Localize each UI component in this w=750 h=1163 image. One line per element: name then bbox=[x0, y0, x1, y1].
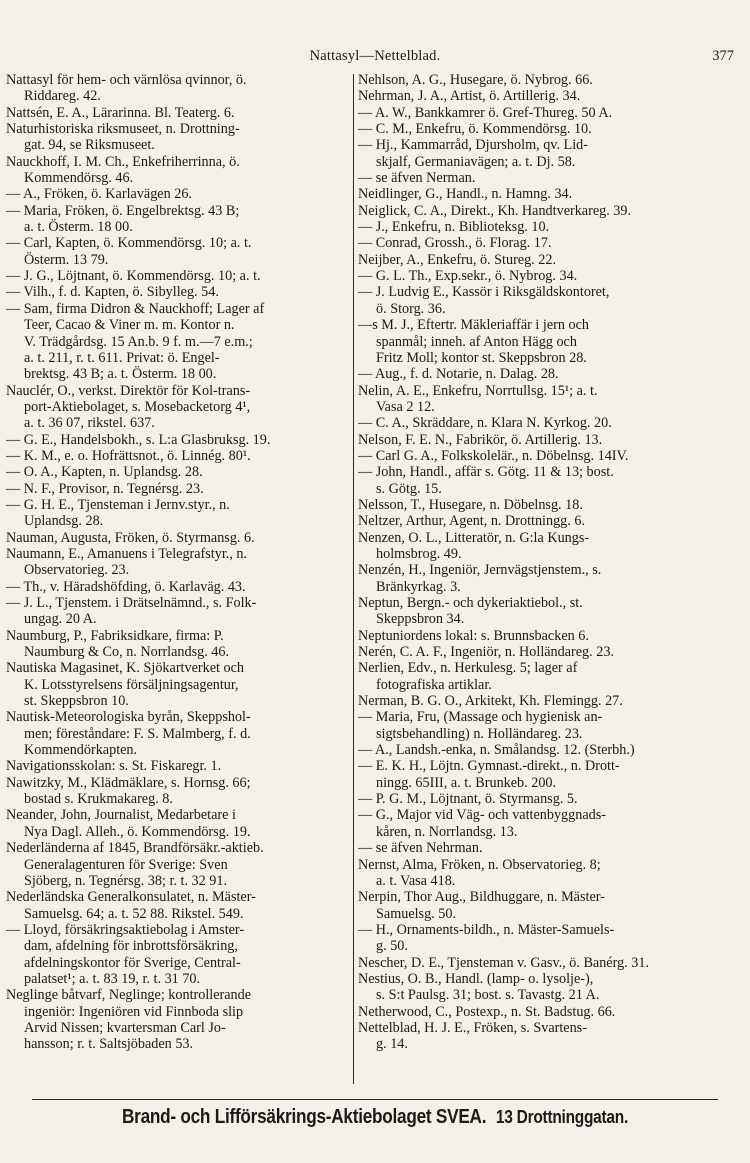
directory-entry bbox=[358, 530, 744, 563]
directory-entry bbox=[358, 415, 744, 431]
directory-entry bbox=[358, 284, 744, 317]
entry-line: — G. L. Th., Exp.sekr., ö. Nybrog. 34. bbox=[358, 268, 578, 285]
entry-line: — A. W., Bankkamrer ö. Gref-Thureg. 50 A. bbox=[358, 104, 613, 121]
right-column bbox=[358, 72, 744, 1053]
entry-line: Nenzen, O. L., Litteratör, n. G:la Kungs- bbox=[358, 529, 590, 546]
entry-line: Navigationsskolan: s. St. Fiskaregr. 1. bbox=[6, 758, 222, 775]
directory-entry bbox=[358, 709, 744, 742]
directory-entry bbox=[6, 235, 356, 268]
directory-entry bbox=[6, 186, 356, 202]
entry-line: Nestius, O. B., Handl. (lamp- o. lysolje-), bbox=[358, 970, 594, 987]
directory-entry bbox=[358, 203, 744, 219]
entry-continuation-line: Uplandsg. 28. bbox=[24, 513, 104, 530]
directory-entry bbox=[358, 595, 744, 628]
entry-line: Naturhistoriska riksmuseet, n. Drottning- bbox=[6, 121, 240, 138]
directory-entry bbox=[6, 530, 356, 546]
directory-entry bbox=[6, 546, 356, 579]
entry-line: — O. A., Kapten, n. Uplandsg. 28. bbox=[6, 464, 203, 481]
entry-continuation-line: st. Skeppsbron 10. bbox=[24, 693, 129, 710]
entry-line: — G. H. E., Tjensteman i Jernv.styr., n. bbox=[6, 496, 230, 513]
entry-line: — H., Ornaments-bildh., n. Mäster-Samuels- bbox=[358, 921, 615, 938]
directory-entry bbox=[6, 301, 356, 383]
entry-continuation-line: Naumburg & Co, n. Norrlandsg. 46. bbox=[24, 644, 230, 661]
entry-continuation-line: palatset¹; a. t. 83 19, r. t. 31 70. bbox=[24, 970, 201, 987]
entry-continuation-line: Skeppsbron 34. bbox=[376, 611, 465, 628]
directory-entry bbox=[358, 186, 744, 202]
directory-entry bbox=[6, 709, 356, 758]
entry-line: — Conrad, Grossh., ö. Florag. 17. bbox=[358, 235, 552, 252]
entry-line: — K. M., e. o. Hofrättsnot., ö. Linnég. 80¹. bbox=[6, 447, 251, 464]
entry-line: — Hj., Kammarråd, Djursholm, qv. Lid- bbox=[358, 137, 588, 154]
entry-continuation-line: Österm. 13 79. bbox=[24, 251, 109, 268]
entry-line: Neidlinger, G., Handl., n. Hamng. 34. bbox=[358, 186, 573, 203]
entry-continuation-line: fotografiska artiklar. bbox=[376, 676, 492, 693]
directory-entry bbox=[6, 628, 356, 661]
entry-line: Nattsén, E. A., Lärarinna. Bl. Teaterg. 6. bbox=[6, 104, 235, 121]
directory-entry bbox=[6, 595, 356, 628]
entry-continuation-line: Sjöberg, n. Tegnérsg. 38; r. t. 32 91. bbox=[24, 872, 228, 889]
entry-continuation-line: bostad s. Krukmakareg. 8. bbox=[24, 791, 173, 808]
entry-continuation-line: spanmål; inneh. af Anton Hägg och bbox=[376, 333, 577, 350]
entry-continuation-line: gat. 94, se Riksmuseet. bbox=[24, 137, 155, 154]
directory-entry bbox=[358, 464, 744, 497]
entry-line: — G. E., Handelsbokh., s. L:a Glasbruksg. 19. bbox=[6, 431, 271, 448]
entry-line: — A., Fröken, ö. Karlavägen 26. bbox=[6, 186, 192, 203]
entry-line: Nauclér, O., verkst. Direktör för Kol-trans- bbox=[6, 382, 251, 399]
directory-entry bbox=[6, 284, 356, 300]
entry-continuation-line: afdelningskontor för Sverige, Central- bbox=[24, 954, 241, 971]
entry-line: — J. Ludvig E., Kassör i Riksgäldskontoret, bbox=[358, 284, 610, 301]
entry-line: Nautisk-Meteorologiska byrån, Skeppshol- bbox=[6, 709, 251, 726]
entry-line: Nenzén, H., Ingeniör, Jernvägstjenstem., s. bbox=[358, 562, 602, 579]
entry-line: — C. A., Skräddare, n. Klara N. Kyrkog. 20. bbox=[358, 415, 612, 432]
entry-line: Nerlien, Edv., n. Herkulesg. 5; lager af bbox=[358, 660, 578, 677]
entry-line: Neltzer, Arthur, Agent, n. Drottningg. 6. bbox=[358, 513, 586, 530]
directory-entry bbox=[358, 219, 744, 235]
directory-columns bbox=[0, 72, 750, 1112]
directory-entry bbox=[358, 693, 744, 709]
directory-entry bbox=[358, 644, 744, 660]
entry-line: — John, Handl., affär s. Götg. 11 & 13; bost. bbox=[358, 464, 614, 481]
directory-entry bbox=[6, 121, 356, 154]
entry-continuation-line: s. S:t Paulsg. 31; bost. s. Tavastg. 21 A. bbox=[376, 987, 600, 1004]
entry-line: — Carl G. A., Folkskolelär., n. Döbelnsg. 14IV. bbox=[358, 447, 629, 464]
entry-line: Naumburg, P., Fabriksidkare, firma: P. bbox=[6, 627, 224, 644]
directory-entry bbox=[358, 72, 744, 88]
directory-entry bbox=[358, 448, 744, 464]
directory-entry bbox=[6, 464, 356, 480]
directory-entry bbox=[6, 268, 356, 284]
entry-continuation-line: port-Aktiebolaget, s. Mosebacketorg 4¹, bbox=[24, 398, 251, 415]
entry-continuation-line: dam, afdelning för inbrottsförsäkring, bbox=[24, 938, 238, 955]
directory-entry bbox=[358, 955, 744, 971]
directory-entry bbox=[358, 383, 744, 416]
directory-entry bbox=[6, 775, 356, 808]
entry-line: Neptun, Bergn.- och dykeriaktiebol., st. bbox=[358, 595, 583, 611]
directory-entry bbox=[6, 432, 356, 448]
entry-line: — N. F., Provisor, n. Tegnérsg. 23. bbox=[6, 480, 204, 497]
directory-entry bbox=[358, 235, 744, 251]
entry-line: — Th., v. Häradshöfding, ö. Karlaväg. 43. bbox=[6, 578, 246, 595]
directory-entry bbox=[6, 72, 356, 105]
entry-line: Nauman, Augusta, Fröken, ö. Styrmansg. 6. bbox=[6, 529, 255, 546]
directory-entry bbox=[358, 742, 744, 758]
page-number: 377 bbox=[712, 48, 734, 64]
entry-line: Nederländska Generalkonsulatet, n. Mäster- bbox=[6, 889, 256, 906]
entry-line: — Maria, Fröken, ö. Engelbrektsg. 43 B; bbox=[6, 202, 240, 219]
entry-continuation-line: Observatorieg. 23. bbox=[24, 562, 130, 579]
entry-line: — J. G., Löjtnant, ö. Kommendörsg. 10; a. t. bbox=[6, 268, 261, 285]
directory-entry bbox=[6, 579, 356, 595]
entry-line: — Vilh., f. d. Kapten, ö. Sibylleg. 54. bbox=[6, 284, 219, 301]
directory-entry bbox=[358, 628, 744, 644]
directory-entry bbox=[358, 88, 744, 104]
directory-entry bbox=[6, 105, 356, 121]
directory-entry bbox=[6, 154, 356, 187]
directory-entry bbox=[6, 660, 356, 709]
directory-entry bbox=[358, 170, 744, 186]
entry-continuation-line: a. t. Vasa 418. bbox=[376, 872, 456, 889]
directory-entry bbox=[6, 922, 356, 987]
directory-entry bbox=[358, 513, 744, 529]
directory-entry bbox=[358, 432, 744, 448]
entry-line: Neiglick, C. A., Direkt., Kh. Handtverkareg. 39. bbox=[358, 202, 632, 219]
directory-entry bbox=[358, 1020, 744, 1053]
entry-line: Nawitzky, M., Klädmäklare, s. Hornsg. 66; bbox=[6, 774, 251, 791]
entry-continuation-line: Vasa 2 12. bbox=[376, 398, 435, 415]
directory-entry bbox=[358, 791, 744, 807]
entry-continuation-line: Nya Dagl. Alleh., ö. Kommendörsg. 19. bbox=[24, 823, 251, 840]
directory-entry bbox=[358, 840, 744, 856]
directory-entry bbox=[358, 268, 744, 284]
directory-entry bbox=[358, 121, 744, 137]
entry-line: — se äfven Nerman. bbox=[358, 170, 476, 187]
entry-line: Nescher, D. E., Tjensteman v. Gasv., ö. Banérg. 31. bbox=[358, 954, 649, 971]
entry-line: — Maria, Fru, (Massage och hygienisk an- bbox=[358, 709, 603, 726]
entry-continuation-line: Kommendörkapten. bbox=[24, 742, 138, 759]
entry-line: — C. M., Enkefru, ö. Kommendörsg. 10. bbox=[358, 121, 592, 138]
entry-line: Nernst, Alma, Fröken, n. Observatorieg. 8; bbox=[358, 856, 601, 873]
entry-line: Nehrman, J. A., Artist, ö. Artillerig. 34. bbox=[358, 88, 581, 105]
directory-entry bbox=[358, 366, 744, 382]
entry-continuation-line: hansson; r. t. Saltsjöbaden 53. bbox=[24, 1036, 194, 1053]
directory-entry bbox=[358, 660, 744, 693]
entry-line: — J. L., Tjenstem. i Drätselnämnd., s. Folk- bbox=[6, 595, 257, 611]
advertisement-footer bbox=[53, 1106, 698, 1129]
entry-line: Nattasyl för hem- och värnlösa qvinnor, ö. bbox=[6, 72, 247, 88]
entry-line: Neglinge båtvarf, Neglinge; kontrollerande bbox=[6, 987, 252, 1004]
directory-entry bbox=[358, 317, 744, 366]
directory-entry bbox=[358, 889, 744, 922]
entry-continuation-line: Riddareg. 42. bbox=[24, 88, 101, 105]
entry-continuation-line: g. 14. bbox=[376, 1036, 408, 1053]
entry-line: — Lloyd, försäkringsaktiebolag i Amster- bbox=[6, 921, 245, 938]
entry-continuation-line: Generalagenturen för Sverige: Sven bbox=[24, 856, 228, 873]
directory-entry bbox=[6, 481, 356, 497]
entry-continuation-line: a. t. Österm. 18 00. bbox=[24, 219, 133, 236]
entry-continuation-line: K. Lotsstyrelsens försäljningsagentur, bbox=[24, 676, 239, 693]
entry-line: — Carl, Kapten, ö. Kommendörsg. 10; a. t. bbox=[6, 235, 252, 252]
directory-entry bbox=[6, 448, 356, 464]
directory-entry bbox=[6, 840, 356, 889]
entry-continuation-line: Bränkyrkag. 3. bbox=[376, 578, 461, 595]
entry-continuation-line: V. Trädgårdsg. 15 An.b. 9 f. m.—7 e.m.; bbox=[24, 333, 253, 350]
directory-entry bbox=[358, 562, 744, 595]
entry-continuation-line: Samuelsg. 50. bbox=[376, 905, 456, 922]
running-title: Nattasyl—Nettelblad. bbox=[309, 48, 441, 64]
entry-line: — G., Major vid Väg- och vattenbyggnads- bbox=[358, 807, 606, 824]
directory-entry bbox=[6, 758, 356, 774]
advertisement-address: 13 Drottninggatan. bbox=[495, 1107, 629, 1127]
directory-entry bbox=[6, 497, 356, 530]
entry-continuation-line: sigtsbehandling) n. Holländareg. 23. bbox=[376, 725, 583, 742]
directory-entry bbox=[358, 922, 744, 955]
entry-continuation-line: men; föreståndare: F. S. Malmberg, f. d. bbox=[24, 725, 251, 742]
entry-line: Nelsson, T., Husegare, n. Döbelnsg. 18. bbox=[358, 496, 583, 513]
directory-entry bbox=[358, 857, 744, 890]
entry-line: Nauckhoff, I. M. Ch., Enkefriherrinna, ö. bbox=[6, 153, 240, 170]
entry-line: Nederländerna af 1845, Brandförsäkr.-aktieb. bbox=[6, 840, 264, 857]
entry-continuation-line: Teer, Cacao & Viner m. m. Kontor n. bbox=[24, 317, 235, 334]
page-header bbox=[0, 48, 750, 70]
entry-line: Nelson, F. E. N., Fabrikör, ö. Artillerig. 13. bbox=[358, 431, 603, 448]
entry-continuation-line: Arvid Nissen; kvartersman Carl Jo- bbox=[24, 1019, 226, 1036]
left-column bbox=[6, 72, 356, 1053]
directory-entry bbox=[6, 203, 356, 236]
entry-continuation-line: g. 50. bbox=[376, 938, 408, 955]
directory-entry bbox=[358, 971, 744, 1004]
entry-continuation-line: ö. Storg. 36. bbox=[376, 300, 446, 317]
entry-continuation-line: kåren, n. Norrlandsg. 13. bbox=[376, 823, 518, 840]
entry-line: Nerman, B. G. O., Arkitekt, Kh. Flemingg. 27. bbox=[358, 693, 623, 710]
entry-continuation-line: ingeniör: Ingeniören vid Finnboda slip bbox=[24, 1003, 244, 1020]
directory-entry bbox=[358, 105, 744, 121]
directory-entry bbox=[358, 252, 744, 268]
entry-continuation-line: Kommendörsg. 46. bbox=[24, 170, 134, 187]
entry-line: Nautiska Magasinet, K. Sjökartverket och bbox=[6, 660, 244, 677]
entry-line: — E. K. H., Löjtn. Gymnast.-direkt., n. Drott- bbox=[358, 758, 620, 775]
entry-line: Nelin, A. E., Enkefru, Norrtullsg. 15¹; a. t. bbox=[358, 382, 598, 399]
directory-entry bbox=[6, 987, 356, 1052]
entry-line: —s M. J., Eftertr. Mäkleriaffär i jern och bbox=[358, 317, 590, 334]
entry-line: Nerén, C. A. F., Ingeniör, n. Holländareg. 23. bbox=[358, 644, 614, 661]
entry-continuation-line: a. t. 211, r. t. 611. Privat: ö. Engel- bbox=[24, 349, 220, 366]
entry-line: Nehlson, A. G., Husegare, ö. Nybrog. 66. bbox=[358, 72, 593, 88]
entry-continuation-line: holmsbrog. 49. bbox=[376, 545, 462, 562]
entry-continuation-line: ungag. 20 A. bbox=[24, 611, 97, 628]
directory-entry bbox=[358, 807, 744, 840]
entry-line: Nerpin, Thor Aug., Bildhuggare, n. Mäster- bbox=[358, 889, 605, 906]
footer-rule bbox=[32, 1099, 718, 1100]
entry-line: Netherwood, C., Postexp., n. St. Badstug. 66. bbox=[358, 1003, 616, 1020]
directory-entry bbox=[358, 137, 744, 170]
entry-line: — Aug., f. d. Notarie, n. Dalag. 28. bbox=[358, 366, 559, 383]
entry-line: — J., Enkefru, n. Biblioteksg. 10. bbox=[358, 219, 550, 236]
entry-continuation-line: s. Götg. 15. bbox=[376, 480, 442, 497]
entry-line: — Sam, firma Didron & Nauckhoff; Lager af bbox=[6, 300, 265, 317]
entry-line: Naumann, E., Amanuens i Telegrafstyr., n. bbox=[6, 545, 248, 562]
directory-entry bbox=[358, 758, 744, 791]
entry-continuation-line: a. t. 36 07, rikstel. 637. bbox=[24, 415, 155, 432]
advertisement-text: Brand- och Lifförsäkrings-Aktiebolaget SVEA. bbox=[121, 1106, 487, 1128]
directory-entry bbox=[6, 807, 356, 840]
directory-entry bbox=[6, 889, 356, 922]
entry-continuation-line: skjalf, Germaniavägen; a. t. Dj. 58. bbox=[376, 153, 576, 170]
entry-continuation-line: brektsg. 43 B; a. t. Österm. 18 00. bbox=[24, 366, 217, 383]
entry-line: — se äfven Nehrman. bbox=[358, 840, 483, 857]
directory-entry bbox=[6, 383, 356, 432]
entry-line: Neijber, A., Enkefru, ö. Stureg. 22. bbox=[358, 251, 557, 268]
entry-line: Neander, John, Journalist, Medarbetare i bbox=[6, 807, 236, 824]
entry-line: — P. G. M., Löjtnant, ö. Styrmansg. 5. bbox=[358, 791, 578, 808]
entry-continuation-line: ningg. 65III, a. t. Brunkeb. 200. bbox=[376, 774, 557, 791]
entry-line: — A., Landsh.-enka, n. Smålandsg. 12. (Sterbh.) bbox=[358, 742, 635, 759]
entry-line: Neptuniordens lokal: s. Brunnsbacken 6. bbox=[358, 627, 589, 644]
directory-entry bbox=[358, 1004, 744, 1020]
entry-continuation-line: Samuelsg. 64; a. t. 52 88. Rikstel. 549. bbox=[24, 905, 244, 922]
entry-line: Nettelblad, H. J. E., Fröken, s. Svartens- bbox=[358, 1019, 587, 1036]
entry-continuation-line: Fritz Moll; kontor st. Skeppsbron 28. bbox=[376, 349, 587, 366]
directory-entry bbox=[358, 497, 744, 513]
